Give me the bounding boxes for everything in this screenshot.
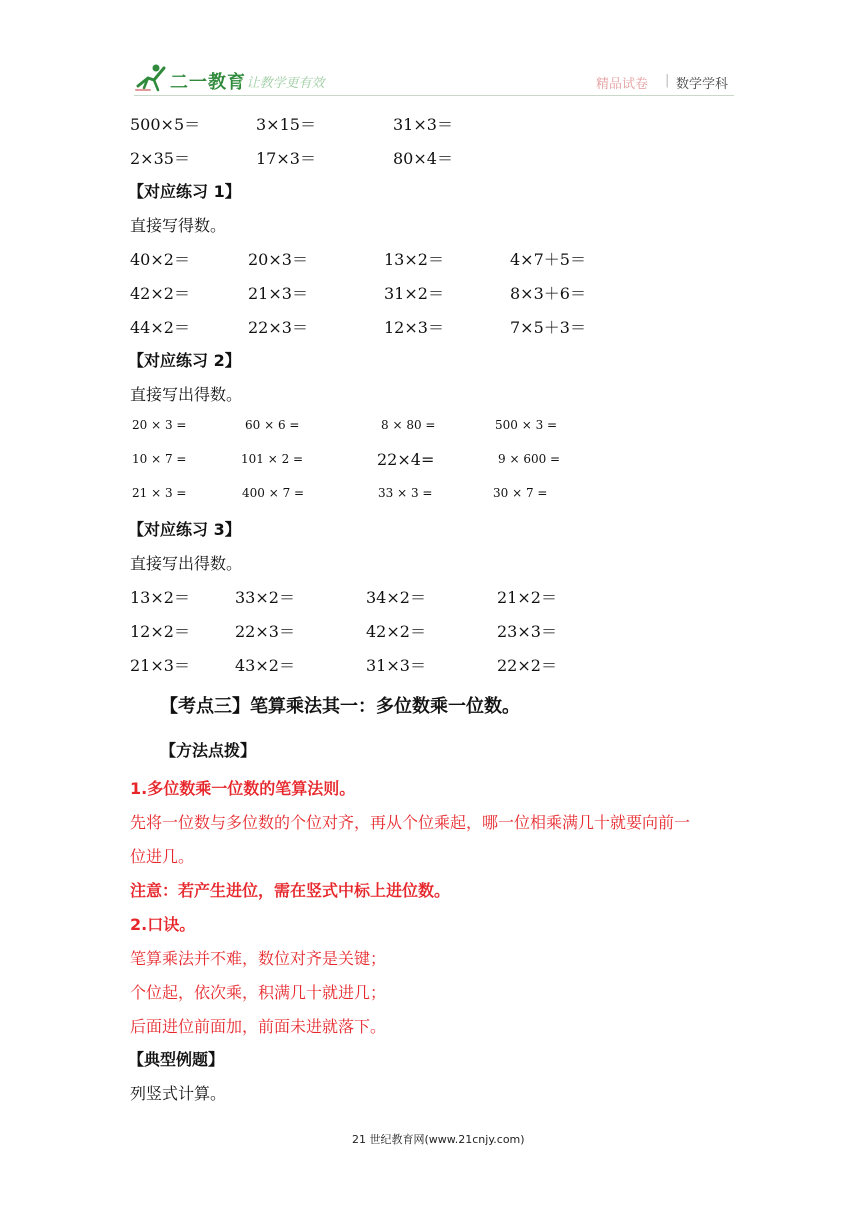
problem: 44×2＝ xyxy=(130,318,190,337)
problem: 8 × 80 = xyxy=(381,418,436,432)
rule2-title: 2.口诀。 xyxy=(130,915,196,934)
method-title: 【方法点拨】 xyxy=(160,741,257,760)
problem: 8×3＋6＝ xyxy=(510,284,586,303)
rule1-title: 1.多位数乘一位数的笔算法则。 xyxy=(130,779,356,798)
problem: 400 × 7 = xyxy=(242,486,305,500)
header-separator: | xyxy=(665,73,670,88)
problem: 23×3＝ xyxy=(497,622,557,641)
problem: 12×2＝ xyxy=(130,622,190,641)
problem: 101 × 2 = xyxy=(241,452,304,466)
problem: 10 × 7 = xyxy=(132,452,187,466)
footer-text: 21 世纪教育网(www.21cnjy.com) xyxy=(352,1133,525,1146)
problem: 22×3＝ xyxy=(248,318,308,337)
problem: 7×5＋3＝ xyxy=(510,318,586,337)
logo-runner-icon xyxy=(134,62,168,92)
logo-text: 二一教育 xyxy=(170,72,246,93)
practice2-title: 【对应练习 2】 xyxy=(128,351,241,370)
practice3-title: 【对应练习 3】 xyxy=(128,520,241,539)
problem: 21×3＝ xyxy=(130,656,190,675)
problem: 42×2＝ xyxy=(130,284,190,303)
problem: 2×35＝ xyxy=(130,149,190,168)
problem: 17×3＝ xyxy=(256,149,316,168)
problem: 43×2＝ xyxy=(235,656,295,675)
rule1-text-line1: 先将一位数与多位数的个位对齐，再从个位乘起，哪一位相乘满几十就要向前一 xyxy=(130,813,691,832)
problem: 9 × 600 = xyxy=(498,452,561,466)
example-title: 【典型例题】 xyxy=(128,1050,225,1069)
problem: 30 × 7 = xyxy=(493,486,548,500)
problem: 4×7＋5＝ xyxy=(510,250,586,269)
problem: 22×4= xyxy=(377,450,435,469)
problem: 34×2＝ xyxy=(366,588,426,607)
problem: 42×2＝ xyxy=(366,622,426,641)
problem: 22×2＝ xyxy=(497,656,557,675)
problem: 12×3＝ xyxy=(384,318,444,337)
problem: 31×3＝ xyxy=(393,115,453,134)
practice2-instruction: 直接写出得数。 xyxy=(130,385,243,404)
rule1-text-line2: 位进几。 xyxy=(130,847,195,866)
section-title: 【考点三】笔算乘法其一：多位数乘一位数。 xyxy=(160,696,520,717)
example-instruction: 列竖式计算。 xyxy=(130,1084,227,1103)
problem: 31×2＝ xyxy=(384,284,444,303)
problem: 20 × 3 = xyxy=(132,418,187,432)
practice3-instruction: 直接写出得数。 xyxy=(130,554,243,573)
rhyme-line: 笔算乘法并不难，数位对齐是关键； xyxy=(130,949,387,968)
header-label: 精品试卷 xyxy=(596,77,649,92)
problem: 80×4＝ xyxy=(393,149,453,168)
problem: 33 × 3 = xyxy=(378,486,433,500)
note: 注意：若产生进位，需在竖式中标上进位数。 xyxy=(130,881,451,900)
problem: 60 × 6 = xyxy=(245,418,300,432)
problem: 21 × 3 = xyxy=(132,486,187,500)
problem: 21×2＝ xyxy=(497,588,557,607)
header-rule xyxy=(134,95,734,96)
problem: 40×2＝ xyxy=(130,250,190,269)
problem: 31×3＝ xyxy=(366,656,426,675)
rhyme-line: 个位起，依次乘，积满几十就进几； xyxy=(130,983,387,1002)
problem: 20×3＝ xyxy=(248,250,308,269)
slogan: / 让教学更有效 xyxy=(238,76,325,91)
problem: 500×5＝ xyxy=(130,115,201,134)
problem: 13×2＝ xyxy=(130,588,190,607)
practice1-title: 【对应练习 1】 xyxy=(128,182,241,201)
rhyme-line: 后面进位前面加，前面未进就落下。 xyxy=(130,1017,387,1036)
problem: 13×2＝ xyxy=(384,250,444,269)
problem: 500 × 3 = xyxy=(495,418,558,432)
header-subject: 数学学科 xyxy=(676,77,729,92)
problem: 33×2＝ xyxy=(235,588,295,607)
problem: 21×3＝ xyxy=(248,284,308,303)
problem: 22×3＝ xyxy=(235,622,295,641)
problem: 3×15＝ xyxy=(256,115,316,134)
practice1-instruction: 直接写得数。 xyxy=(130,216,227,235)
